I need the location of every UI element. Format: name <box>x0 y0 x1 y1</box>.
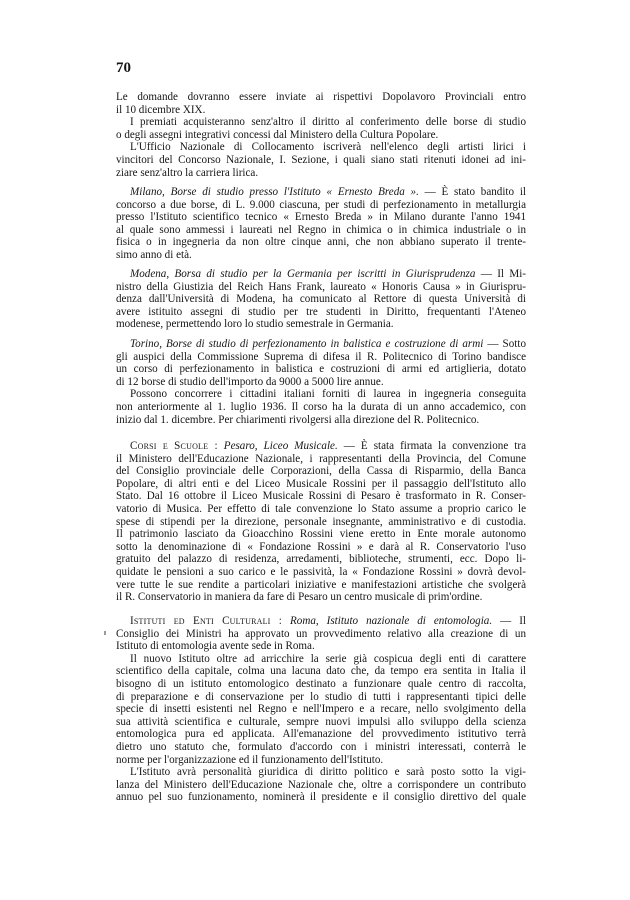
section-label: Istituti ed Enti Culturali : <box>130 615 283 627</box>
notice-first-line <box>116 268 526 281</box>
margin-mark <box>104 631 106 635</box>
text-line: vincitori del Concorso Nazionale, I. Sezione, i quali siano stati ritenuti idonei ad ini- <box>116 153 526 166</box>
text-fragment: — Il <box>492 615 526 627</box>
notice-heading: Roma, Istituto nazionale di entomologia. <box>282 615 493 627</box>
text-line: denza dall'Università di Modena, ha comunicato al Rettore di questa Università di <box>116 293 526 306</box>
text-line: Popolare, di altri enti e del Liceo Musicale Rossini per il passaggio dell'Istituto allo <box>116 477 526 490</box>
page-number: 70 <box>116 60 131 76</box>
text-line: scientifico della capitale, colma una lacuna dato che, da tempo era sentita in Italia il <box>116 665 526 678</box>
notice-heading: Milano, Borse di studio presso l'Istituto « Ernesto Breda ». <box>130 186 419 198</box>
notice-first-line <box>116 338 526 351</box>
text-line: avere istituito assegni di studio per tre studenti in Diritto, frequentanti l'Ateneo <box>116 305 526 318</box>
notice-first-line <box>116 186 526 199</box>
notice-heading: Pesaro, Liceo Musicale. <box>217 440 338 452</box>
text-line: Possono concorrere i cittadini italiani forniti di laurea in ingegneria conseguita <box>130 388 526 401</box>
text-line: del Consiglio provinciale delle Corporazioni, della Cassa di Risparmio, della Banca <box>116 465 526 478</box>
modena-notice <box>116 268 526 331</box>
text-line: Il nuovo Istituto oltre ad arricchire la serie già cospicua degli enti di carattere <box>130 652 526 665</box>
text-line: di preparazione e di conservazione per lo studio di tutti i rappresentanti tipici delle <box>116 690 526 703</box>
notice-first-line <box>116 440 526 453</box>
text-line: inizio dal 1. dicembre. Per chiarimenti rivolgersi alla direzione del R. Politecnico. <box>116 413 480 426</box>
text-line: presso l'Istituto scientifico tecnico « Ernesto Breda » in Milano durante l'anno 1941 <box>116 211 526 224</box>
text-line: specie di insetti esistenti nel Regno e nell'Impero e a recare, nello svolgimento della <box>116 703 526 716</box>
text-line: non anteriormente al 1. luglio 1936. Il corso ha la durata di un anno accademico, con <box>116 400 526 413</box>
text-line: al quale sono ammessi i laureati nel Regno in chimica o in chimica industriale o in <box>116 223 526 236</box>
text-line: o degli assegni integrativi concessi dal Ministero della Cultura Popolare. <box>116 128 439 141</box>
text-line: L'Istituto avrà personalità giuridica di diritto politico e sarà posto sotto la vigi- <box>130 766 526 779</box>
text-line: lanza del Ministero dell'Educazione Nazionale che, oltre a corrispondere un contributo <box>116 778 526 791</box>
text-line: simo anno di età. <box>116 248 192 261</box>
text-line: spese di stipendi per la direzione, personale insegnante, amministrativo e di custodia. <box>116 515 526 528</box>
text-line: ziare senz'altro la carriera lirica. <box>116 166 259 179</box>
text-fragment: — Sotto <box>483 338 526 350</box>
text-line: Il patrimonio lasciato da Gioacchino Rossini viene eretto in Ente morale autonomo <box>116 528 526 541</box>
intro-paragraph <box>116 91 526 179</box>
pesaro-notice <box>116 440 526 604</box>
text-line: I premiati acquisteranno senz'altro il diritto al conferimento delle borse di studio <box>130 116 526 129</box>
text-line: un corso di perfezionamento in balistica e costruzioni di armi ed artiglieria, dotato <box>116 363 526 376</box>
roma-notice <box>116 615 526 804</box>
notice-heading: Torino, Borse di studio di perfezionamento in balistica e costruzione di armi <box>130 338 484 350</box>
text-line: Stato. Dal 16 ottobre il Liceo Musicale Rossini di Pesaro è trasformato in R. Conser- <box>116 490 526 503</box>
text-line: sotto la denominazione di « Fondazione Rossini » e darà al R. Conservatorio l'uso <box>116 540 526 553</box>
text-line: Le domande dovranno essere inviate ai rispettivi Dopolavoro Provinciali entro <box>116 91 526 103</box>
notice-first-line <box>116 615 526 628</box>
text-line: Istituto di entomologia avente sede in Roma. <box>116 640 315 653</box>
text-line: il 10 dicembre XIX. <box>116 103 206 116</box>
text-line: Consiglio dei Ministri ha approvato un provvedimento relativo alla creazione di un <box>116 627 526 640</box>
text-line: gli auspici della Commissione Suprema di difesa il R. Politecnico di Torino bandisce <box>116 350 526 363</box>
text-line: sua attività scientifica e culturale, sempre nuovi impulsi allo sviluppo della scienza <box>116 715 526 728</box>
text-line: entomologica pura ed applicata. All'emanazione del provvedimento istitutivo terrà <box>116 728 526 741</box>
text-line: norme per l'organizzazione ed il funzionamento dell'Istituto. <box>116 753 384 766</box>
text-line: dietro uno statuto che, formulato d'accordo con i ministri interessati, conterrà le <box>116 740 526 753</box>
text-line: nistro della Giustizia del Reich Hans Frank, laureato « Honoris Causa » in Giurispru- <box>116 280 526 293</box>
text-line: fisica o in ingegneria da non oltre cinque anni, che non abbiano superato il trente- <box>116 236 526 249</box>
text-line: concorso a due borse, di L. 9.000 ciascuna, per studi di perfezionamento in metallurgia <box>116 198 526 211</box>
text-line: il R. Conservatorio in maniera da fare di Pesaro un centro musicale di prim'ordine. <box>116 591 483 604</box>
text-line: di 12 borse di studio dell'importo da 9000 a 5000 lire annue. <box>116 375 384 388</box>
text-line: modenese, permettendo loro lo studio semestrale in Germania. <box>116 318 394 331</box>
text-line: gratuito del palazzo di residenza, arredamenti, biblioteche, strumenti, ecc. Dopo li- <box>116 553 526 566</box>
text-line: vere tutte le sue rendite a particolari iniziative e manifestazioni artistiche che svolgerà <box>116 578 526 591</box>
text-line: bisogno di un istituto entomologico destinato a funzionare quale centro di raccolta, <box>116 677 526 690</box>
text-line: vatorio di Musica. Per effetto di tale convenzione lo Stato assume a proprio carico le <box>116 502 526 515</box>
text-line: annuo pel suo funzionamento, nominerà il presidente e il consiglio direttivo del quale <box>116 791 526 804</box>
text-line: il Ministero dell'Educazione Nazionale, i rappresentanti della Provincia, del Comune <box>116 452 526 465</box>
text-line: quidate le pensioni a suo carico e le passività, la « Fondazione Rossini » dovrà devol- <box>116 565 526 578</box>
section-label: Corsi e Scuole : <box>130 440 218 452</box>
torino-notice <box>116 338 526 426</box>
text-fragment: — È stato bandito il <box>418 186 526 198</box>
text-fragment: — Il Mi- <box>475 268 526 280</box>
text-fragment: — È stata firmata la convenzione tra <box>337 440 527 452</box>
milano-notice <box>116 186 526 262</box>
text-line: L'Ufficio Nazionale di Collocamento iscriverà nell'elenco degli artisti lirici i <box>130 141 526 154</box>
notice-heading: Modena, Borsa di studio per la Germania per iscritti in Giurisprudenza <box>130 268 476 280</box>
